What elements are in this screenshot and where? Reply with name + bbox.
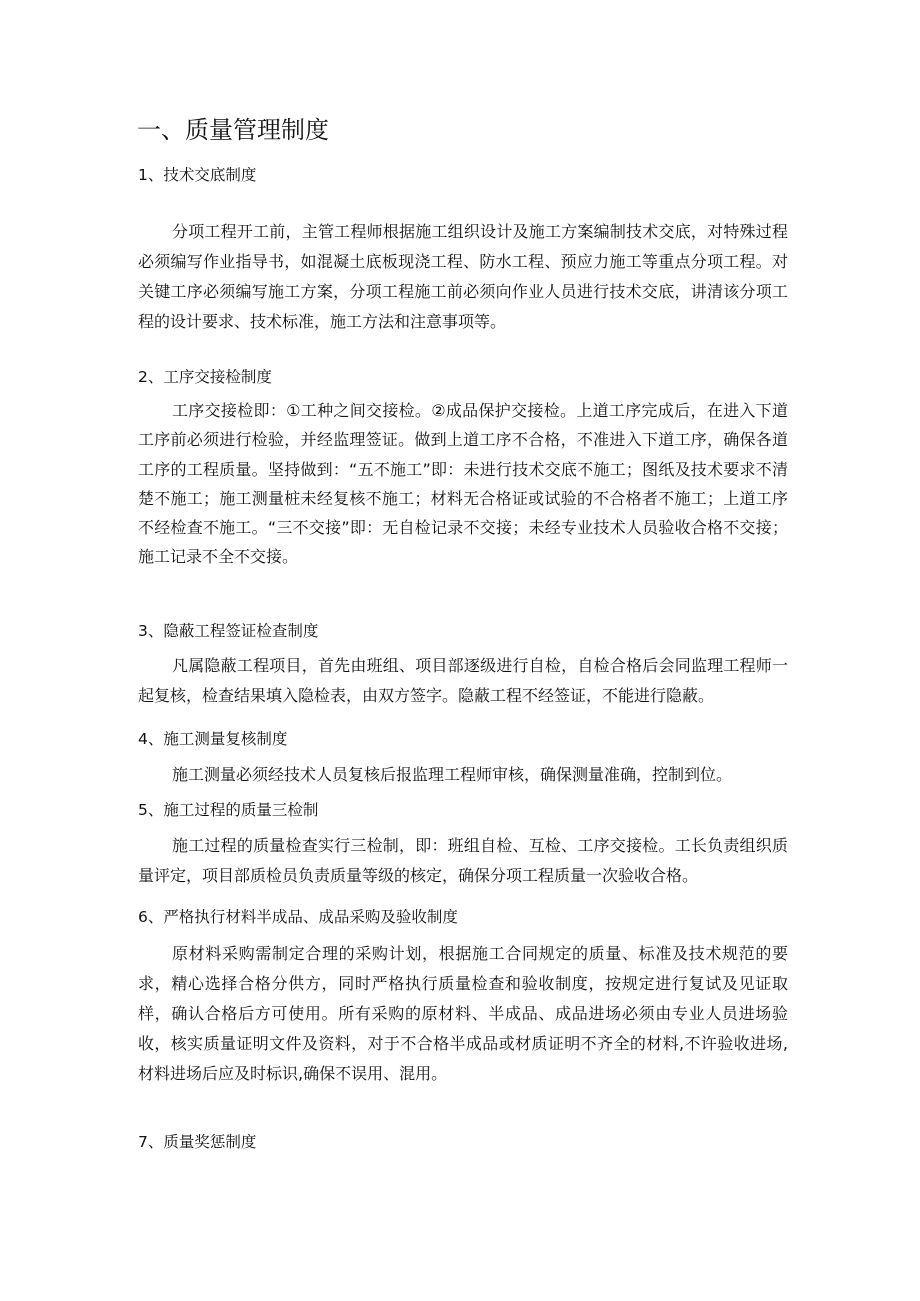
section-body-material-acceptance: 原材料采购需制定合理的采购计划，根据施工合同规定的质量、标准及技术规范的要求，精心选择合格分供方，同时严格执行质量检查和验收制度，按规定进行复试及见证取样，确认合格后方可使用。所有采购的原材料、半成品、成品进场必须由专业人员进场验收，核实质量证明文件及资料，对于不合格半成品或材质证明不齐全的材料,不许验收进场,材料进场后应及时标识,确保不误用、混用。	[138, 944, 788, 1083]
section-body-technical-briefing: 分项工程开工前，主管工程师根据施工组织设计及施工方案编制技术交底，对特殊过程必须编写作业指导书，如混凝土底板现浇工程、防水工程、预应力施工等重点分项工程。对关键工序必须编写施工方案，分项工程施工前必须向作业人员进行技术交底，讲清该分项工程的设计要求、技术标准，施工方法和注意事项等。	[138, 222, 788, 331]
section-heading-three-inspections: 5、施工过程的质量三检制	[138, 801, 319, 819]
section-heading-concealed-works: 3、隐蔽工程签证检查制度	[138, 622, 319, 640]
section-heading-material-acceptance: 6、严格执行材料半成品、成品采购及验收制度	[138, 908, 458, 926]
section-body-process-handover: 工序交接检即：①工种之间交接检。②成品保护交接检。上道工序完成后，在进入下道工序前必须进行检验，并经监理签证。做到上道工序不合格，不准进入下道工序，确保各道工序的工程质量。坚持做到：“五不施工”即：未进行技术交底不施工；图纸及技术要求不清楚不施工；施工测量桩未经复核不施工；材料无合格证或试验的不合格者不施工；上道工序不经检查不施工。“三不交接”即：无自检记录不交接；未经专业技术人员验收合格不交接；施工记录不全不交接。	[138, 401, 788, 567]
section-body-three-inspections: 施工过程的质量检查实行三检制，即：班组自检、互检、工序交接检。工长负责组织质量评定，项目部质检员负责质量等级的核定，确保分项工程质量一次验收合格。	[138, 836, 788, 885]
section-heading-technical-briefing: 1、技术交底制度	[138, 166, 257, 184]
section-heading-quality-rewards: 7、质量奖惩制度	[138, 1133, 257, 1151]
section-body-survey-check: 施工测量必须经技术人员复核后报监理工程师审核，确保测量准确，控制到位。	[172, 765, 733, 784]
section-body-concealed-works: 凡属隐蔽工程项目，首先由班组、项目部逐级进行自检，自检合格后会同监理工程师一起复核，检查结果填入隐检表，由双方签字。隐蔽工程不经签证，不能进行隐蔽。	[138, 656, 788, 705]
section-heading-process-handover: 2、工序交接检制度	[138, 368, 272, 386]
section-heading-survey-check: 4、施工测量复核制度	[138, 730, 288, 748]
page-title: 一、质量管理制度	[137, 116, 329, 144]
